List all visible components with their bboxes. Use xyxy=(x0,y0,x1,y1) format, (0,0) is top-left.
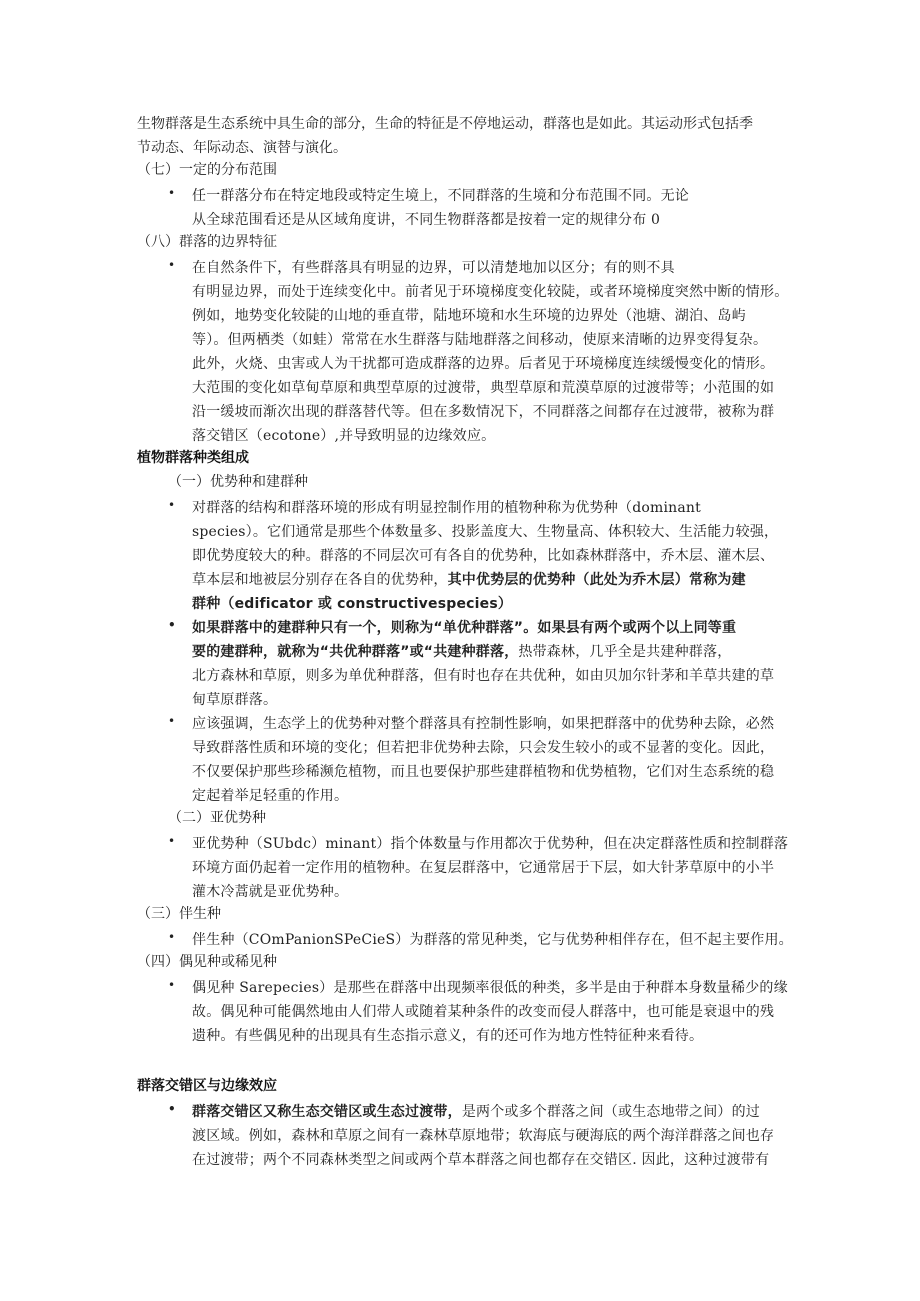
intro-line: 节动态、年际动态、演替与演化。 xyxy=(137,140,347,156)
subdominant-title: （二）亚优势种 xyxy=(168,810,266,826)
bullet-text xyxy=(192,832,792,904)
dominant-species-title: （一）优势种和建群种 xyxy=(168,474,308,490)
ecotone-heading: 群落交错区与边缘效应 xyxy=(137,1078,277,1094)
bullet-dot: • xyxy=(168,714,176,728)
bullet-text xyxy=(192,712,792,808)
text-line: 故。偶见种可能偶然地由人们带人或随着某种条件的改变而侵人群落中，也可能是衰退中的残 xyxy=(192,1004,775,1020)
text-line: 任一群落分布在特定地段或特定生境上，不同群落的生境和分布范围不同。无论 xyxy=(192,188,689,204)
text-line: species）。它们通常是那些个体数量多、投影盖度大、生物量高、体积较大、生活能力较强， xyxy=(192,524,779,540)
text-line: 落交错区（ecotone）,并导致明显的边缘效应。 xyxy=(192,428,496,444)
bullet-dot: • xyxy=(168,258,176,272)
text-line: 在过渡带；两个不同森林类型之间或两个草本群落之间也都存在交错区. 因此，这种过渡带有 xyxy=(192,1152,770,1168)
bullet-dot: • xyxy=(168,834,176,848)
bullet-text xyxy=(192,184,792,232)
bullet-text xyxy=(192,256,792,448)
bullet-text xyxy=(192,1100,792,1172)
bullet-dot: • xyxy=(168,618,176,632)
text-line: 环境方面仍起着一定作用的植物种。在复层群落中，它通常居于下层，如大针茅草原中的小半 xyxy=(192,860,775,876)
bullet-dot: • xyxy=(168,186,176,200)
text-line: 渡区域。例如，森林和草原之间有一森林草原地带；软海底与硬海底的两个海洋群落之间也存 xyxy=(192,1128,775,1144)
text-segment: 是两个或多个群落之间（或生态地带之间）的过 xyxy=(461,1104,761,1120)
bullet-text xyxy=(192,976,792,1048)
text-line-bold: 群种（edificator 或 constructivespecies） xyxy=(192,596,513,612)
composition-heading: 植物群落种类组成 xyxy=(137,450,249,466)
text-line-bold: 如果群落中的建群种只有一个，则称为“单优种群落”。如果县有两个或两个以上同等重 xyxy=(192,620,737,636)
bullet-dot: • xyxy=(168,498,176,512)
text-line xyxy=(192,568,792,592)
text-line xyxy=(192,640,792,664)
bullet-text xyxy=(192,496,792,616)
text-line: 伴生种（COmPanionSPeCieS）为群落的常见种类，它与优势种相伴存在，但不起主要作用。 xyxy=(192,932,793,948)
intro-paragraph xyxy=(137,112,797,160)
rare-species-title: （四）偶见种或稀见种 xyxy=(137,954,277,970)
text-line: 大范围的变化如草甸草原和典型草原的过渡带，典型草原和荒漠草原的过渡带等；小范围的如 xyxy=(192,380,775,396)
section-8-title: （八）群落的边界特征 xyxy=(137,234,277,250)
text-line: 从全球范围看还是从区域角度讲，不同生物群落都是按着一定的规律分布 0 xyxy=(192,212,661,228)
text-line: 导致群落性质和环境的变化；但若把非优势种去除，只会发生较小的或不显著的变化。因此， xyxy=(192,740,775,756)
text-line: 不仅要保护那些珍稀濒危植物，而且也要保护那些建群植物和优势植物，它们对生态系统的稳 xyxy=(192,764,775,780)
text-line: 例如，地势变化较陡的山地的垂直带，陆地环境和水生环境的边界处（池塘、湖泊、岛屿 xyxy=(192,308,746,324)
text-line: 对群落的结构和群落环境的形成有明显控制作用的植物种称为优势种（dominant xyxy=(192,500,701,516)
bullet-text xyxy=(192,928,792,952)
text-line: 沿一缓坡而渐次出现的群落替代等。但在多数情况下，不同群落之间都存在过渡带，被称为群 xyxy=(192,404,775,420)
companion-title: （三）伴生种 xyxy=(137,906,221,922)
text-line: 偶见种 Sarepecies）是那些在群落中出现频率很低的种类，多半是由于种群本身数量稀少的缘 xyxy=(192,980,788,996)
text-line: 在自然条件下，有些群落具有明显的边界，可以清楚地加以区分；有的则不具 xyxy=(192,260,675,276)
text-segment: 草本层和地被层分别存在各自的优势种， xyxy=(192,572,448,588)
text-line: 即优势度较大的种。群落的不同层次可有各自的优势种，比如森林群落中，乔木层、灌木层、 xyxy=(192,548,775,564)
bold-segment: 其中优势层的优势种（此处为乔木层）常称为建 xyxy=(447,572,746,588)
text-line: 甸草原群落。 xyxy=(192,692,278,708)
section-7-title: （七）一定的分布范围 xyxy=(137,162,277,178)
text-line xyxy=(192,1100,792,1124)
bullet-dot: • xyxy=(168,930,176,944)
text-line: 此外，火烧、虫害或人为干扰都可造成群落的边界。后者见于环境梯度连续缓慢变化的情形。 xyxy=(192,356,775,372)
bold-segment: 要的建群种，就称为“共优种群落”或“共建种群落， xyxy=(192,644,519,660)
text-line: 应该强调，生态学上的优势种对整个群落具有控制性影响，如果把群落中的优势种去除，必然 xyxy=(192,716,775,732)
bullet-dot: • xyxy=(168,978,176,992)
text-line: 定起着举足轻重的作用。 xyxy=(192,788,349,804)
text-line: 遗种。有些偶见种的出现具有生态指示意义，有的还可作为地方性特征种来看待。 xyxy=(192,1028,704,1044)
intro-line: 生物群落是生态系统中具生命的部分，生命的特征是不停地运动，群落也是如此。其运动形式包括季 xyxy=(137,116,753,132)
text-line: 等）。但两栖类（如蛙）常常在水生群落与陆地群落之间移动，使原来清晰的边界变得复杂。 xyxy=(192,332,768,348)
bullet-text xyxy=(192,616,792,712)
text-segment: 热带森林，几乎全是共建种群落， xyxy=(518,644,732,660)
text-line: 亚优势种（SUbdc）minant）指个体数量与作用都次于优势种，但在决定群落性质和控制群落 xyxy=(192,836,789,852)
text-line: 有明显边界，而处于连续变化中。前者见于环境梯度变化较陡，或者环境梯度突然中断的情形。 xyxy=(192,284,789,300)
bold-segment: 群落交错区又称生态交错区或生态过渡带， xyxy=(192,1104,462,1120)
text-line: 灌木冷蒿就是亚优势种。 xyxy=(192,884,349,900)
text-line: 北方森林和草原，则多为单优种群落，但有时也存在共优种，如由贝加尔针茅和羊草共建的草 xyxy=(192,668,775,684)
bullet-dot: • xyxy=(168,1102,176,1116)
